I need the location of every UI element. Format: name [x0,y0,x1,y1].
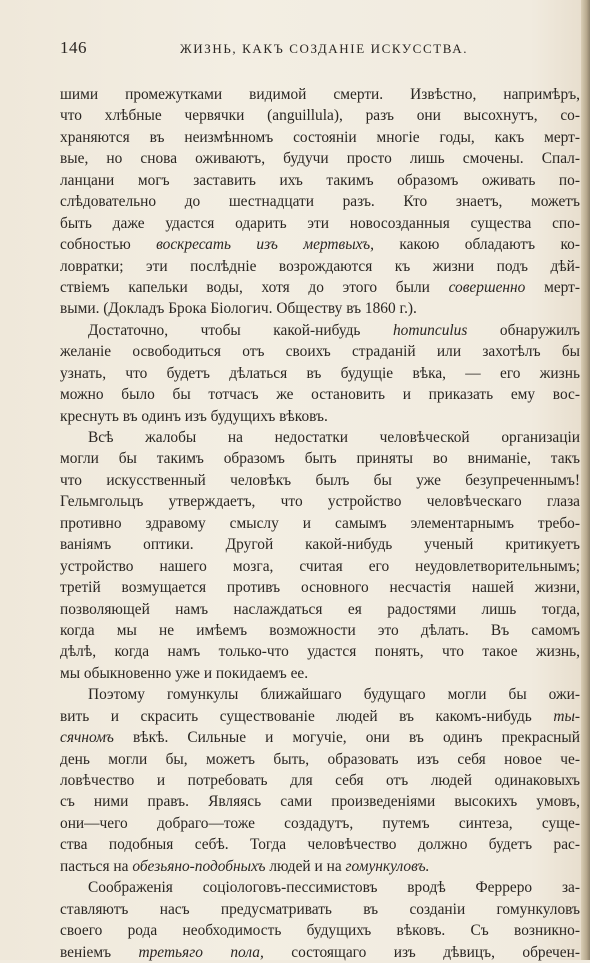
text-line: Гельмгольцъ утверждаетъ, что устройство человѣческаго глаза [60,493,580,511]
text-segment: пасться на [60,857,133,875]
text-line: выми. (Докладъ Брока Біологич. Обществу въ 1860 г.). [60,300,417,318]
text-segment: обнаружилъ [467,321,580,339]
text-segment: вить и скрасить существованіе людей въ какомъ-нибудь [60,707,554,725]
text-line: шими промежутками видимой смерти. Извѣстно, напримѣръ, [60,86,580,103]
text-segment: Достаточно, чтобы какой-нибудь [88,321,393,339]
text-line: третій возмущается противъ основного несчастія нашей жизни, [60,579,580,597]
text-segment: ствіемъ капельки воды, хотя до этого были [60,278,449,296]
text-line: креснуть въ одинъ изъ будущихъ вѣковъ. [60,407,328,425]
page-edge [581,0,590,960]
text-segment: людей и на [265,857,346,875]
italic-text: сячномъ [60,729,114,747]
italic-text: воскресать изъ мертвыхъ, [156,236,374,254]
italic-text: совершенно [448,278,526,296]
text-line: своего рода необходимость будущихъ вѣковъ. Съ возникно- [60,922,580,940]
text-line: съ ними правъ. Являясь сами произведеніями высокихъ умовъ, [60,793,580,811]
text-line [60,320,580,341]
text-line: узнать, что будетъ дѣлаться въ будущіе вѣка, — его жизнь [60,364,580,382]
text-line [60,856,580,877]
text-line: ланцани могъ заставить ихъ такимъ образомъ оживать по- [60,171,580,189]
text-line: ловратки; эти послѣдніе возрождаются къ жизни подъ дѣй- [60,257,580,275]
text-line: быть даже удастся одарить эти новосозданныя существа спо- [60,214,580,232]
text-line [60,706,580,727]
text-line: ства подобныя себѣ. Тогда человѣчество должно будетъ рас- [60,836,580,854]
text-line [60,277,580,298]
text-line: могли бы такимъ образомъ быть приняты во вниманіе, такъ [60,450,580,468]
text-line: дѣлѣ, когда намъ только-что удастся понять, что такое жизнь, [60,643,580,661]
text-line: они—чего добраго—тоже создадутъ, путемъ синтеза, суще- [60,814,580,832]
text-line: устройство нашего мозга, считая его неудовлетворительнымъ; [60,557,580,575]
text-line: что хлѣбные червячки (anguillula), разъ они высохнутъ, со- [60,107,580,125]
page-number: 146 [60,38,87,57]
text-segment: вѣкѣ. Сильные и могучіе, они въ одинъ прекрасный [113,729,580,747]
text-segment: состоящаго изъ дѣвицъ, обречен- [263,943,580,961]
text-segment: какою обладаютъ ко- [373,236,580,254]
text-line: мы обыкновенно уже и покидаемъ ее. [60,664,309,682]
body-text [60,84,580,963]
text-line: храняются въ неизмѣнномъ состояніи многіе годы, какъ мерт- [60,128,580,146]
text-line: позволяющей намъ наслаждаться ея радостями лишь тогда, [60,600,580,618]
text-line: противно здравому смыслу и самымъ элементарнымъ требо- [60,514,580,532]
text-line: Всѣ жалобы на недостатки человѣческой организаціи [88,429,580,446]
italic-text: ты- [553,707,580,725]
italic-text: обезьяно-подобныхъ [132,857,266,875]
text-line: ловѣчество и потребовать для себя отъ людей одинаковыхъ [60,772,580,789]
text-line [60,727,580,748]
text-line [60,234,580,255]
text-line: можно было бы тотчасъ же остановить и приказать ему вос- [60,386,580,404]
italic-text: третьяго пола, [138,943,264,961]
page-header [60,38,572,60]
italic-text: homunculus [392,321,468,339]
text-line: ставляютъ насъ предусматривать въ созданіи гомункуловъ [60,900,580,918]
text-line: вые, но снова оживаютъ, будучи просто лишь смочены. Спал- [60,150,580,168]
text-line: Поэтому гомункулы ближайшаго будущаго могли бы ожи- [88,686,580,704]
italic-text: гомункуловъ. [345,857,430,875]
text-line: день могли бы, можетъ быть, образовать изъ себя новое че- [60,750,580,768]
text-line: ваніямъ оптики. Другой какой-нибудь ученый критикуетъ [60,536,580,554]
text-line: что искусственный человѣкъ былъ бы уже безупреченнымъ! [60,471,580,489]
text-segment: собностью [60,236,157,254]
running-title: ЖИЗНЬ, КАКЪ СОЗДАНІЕ ИСКУССТВА. [180,41,469,56]
text-line: желаніе освободиться отъ своихъ страданій или захотѣлъ бы [60,343,580,361]
text-segment: веніемъ [60,943,139,961]
text-segment: мерт- [525,278,580,296]
text-line: Соображенія соціологовъ-пессимистовъ вродѣ Ферреро за- [88,879,580,897]
text-line: слѣдовательно до шестнадцати разъ. Кто знаетъ, можетъ [60,193,580,211]
text-line: когда мы не имѣемъ возможности это дѣлать. Въ самомъ [60,621,580,639]
